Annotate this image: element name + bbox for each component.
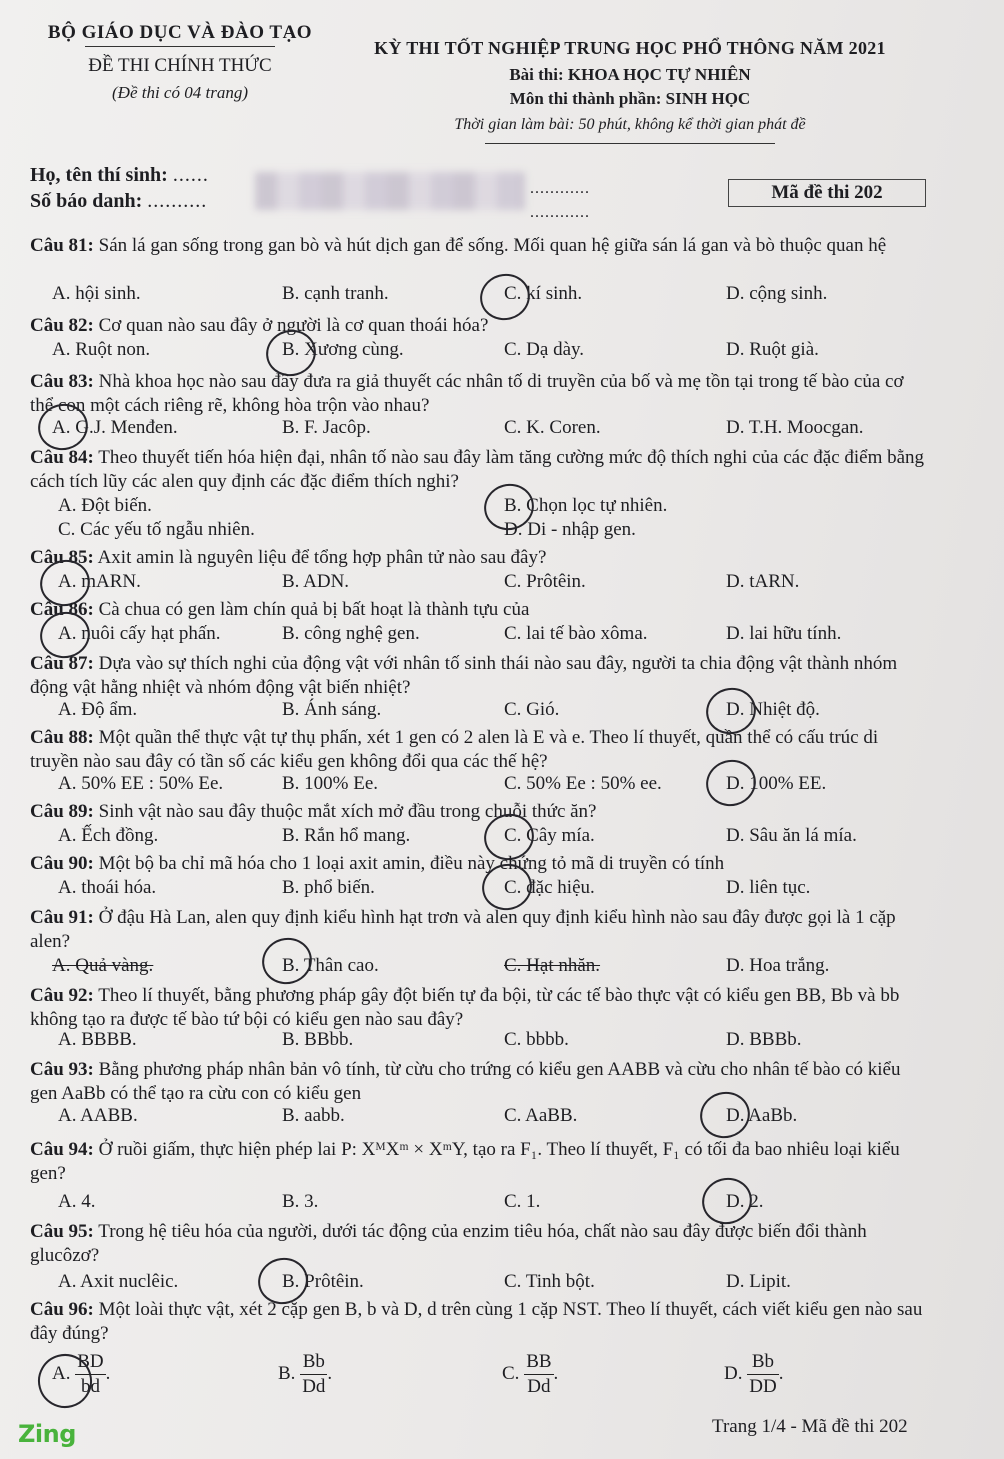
question-number: Câu 92:	[30, 985, 94, 1006]
question-number: Câu 83:	[30, 371, 94, 392]
official-label: ĐỀ THI CHÍNH THỨC	[88, 55, 272, 76]
option-c[interactable]: C. K. Coren.	[504, 417, 601, 438]
option-a[interactable]: A. AABB.	[58, 1105, 138, 1126]
option-a[interactable]: A. Đột biến.	[58, 495, 152, 516]
question-86	[30, 598, 930, 644]
question-text: Sán lá gan sống trong gan bò và hút dịch gan để sống. Mối quan hệ giữa sán lá gan và bò thuộc quan hệ	[98, 235, 887, 256]
candidate-id-row	[30, 190, 207, 213]
genotype-fraction	[524, 1350, 553, 1399]
option-b[interactable]: B. Xương cùng.	[282, 339, 404, 360]
question-number: Câu 91:	[30, 907, 94, 928]
option-d[interactable]: D. Di - nhập gen.	[504, 519, 636, 540]
time-limit: Thời gian làm bài: 50 phút, không kể thời gian phát đề	[454, 116, 806, 133]
option-c[interactable]: C. kí sinh.	[504, 283, 583, 304]
option-a[interactable]: A. thoái hóa.	[58, 877, 157, 898]
fraction-denominator: DD	[749, 1376, 777, 1397]
option-a[interactable]: A. Ếch đồng.	[58, 825, 159, 846]
option-a[interactable]: A. Ruột non.	[52, 339, 151, 360]
fraction-denominator: Dd	[302, 1376, 326, 1397]
candidate-name-row	[30, 164, 209, 187]
option-d[interactable]: D. liên tục.	[726, 877, 811, 898]
exam-header	[0, 0, 1004, 160]
option-c[interactable]: C. Prôtêin.	[504, 571, 586, 592]
question-number: Câu 93:	[30, 1059, 94, 1080]
option-b[interactable]: B. BBbb.	[282, 1029, 354, 1050]
question-95	[30, 1220, 930, 1292]
question-number: Câu 90:	[30, 853, 94, 874]
name-dots-right: ............	[530, 180, 590, 197]
option-c[interactable]: C. Dạ dày.	[504, 339, 585, 360]
divider	[485, 143, 775, 144]
option-d[interactable]: D. T.H. Moocgan.	[726, 417, 864, 438]
ministry-name: BỘ GIÁO DỤC VÀ ĐÀO TẠO	[47, 22, 313, 43]
question-number: Câu 85:	[30, 547, 94, 568]
option-d[interactable]: D. Lipit.	[726, 1271, 791, 1292]
option-c[interactable]: C. 1.	[504, 1191, 541, 1212]
question-text: Sinh vật nào sau đây thuộc mắt xích mở đầu trong chuỗi thức ăn?	[98, 801, 597, 822]
subject-name: Môn thi thành phần: SINH HỌC	[509, 89, 751, 108]
fraction-numerator: Bb	[300, 1350, 327, 1375]
option-d[interactable]: D. AaBb.	[726, 1105, 798, 1126]
option-a[interactable]: A. Độ ẩm.	[58, 699, 138, 720]
option-c[interactable]: C. Gió.	[504, 699, 560, 720]
page-count-note: (Đề thi có 04 trang)	[112, 83, 248, 102]
option-d[interactable]: D. Ruột già.	[726, 339, 819, 360]
option-c[interactable]: C. Hạt nhăn.	[504, 955, 601, 976]
option-d[interactable]: D. cộng sinh.	[726, 283, 828, 304]
question-text: Một loài thực vật, xét 2 cặp gen B, b và D, d trên cùng 1 cặp NST. Theo lí thuyết, cách viết kiểu gen nào sau đây đúng?	[30, 1299, 923, 1344]
question-text: Nhà khoa học nào sau đây đưa ra giả thuyết các nhân tố di truyền của bố và mẹ tồn tại trong tế bào của cơ thể con một cách riêng rẽ, không hòa trộn vào nhau?	[30, 371, 904, 416]
question-94	[30, 1138, 930, 1212]
option-b[interactable]: B. phổ biến.	[282, 877, 375, 898]
page-footer: Trang 1/4 - Mã đề thi 202	[712, 1416, 908, 1437]
header-right	[360, 38, 900, 144]
fraction-numerator: BB	[524, 1350, 553, 1375]
option-d[interactable]: D. 2.	[726, 1191, 764, 1212]
option-b[interactable]: B. công nghệ gen.	[282, 623, 420, 644]
option-b[interactable]: B. 100% Ee.	[282, 773, 379, 794]
option-d[interactable]: D. lai hữu tính.	[726, 623, 842, 644]
name-dots: ......	[172, 164, 209, 186]
option-b[interactable]: B. ADN.	[282, 571, 350, 592]
option-b[interactable]: B. aabb.	[282, 1105, 345, 1126]
fraction-denominator: Dd	[527, 1376, 551, 1397]
option-a[interactable]: A. mARN.	[58, 571, 141, 592]
option-a[interactable]: A. Quả vàng.	[52, 955, 154, 976]
option-c[interactable]: C. $\frac{BB}{Dd}$ .	[502, 1351, 559, 1397]
option-b[interactable]: B. $\frac{Bb}{Dd}$ .	[278, 1351, 333, 1397]
question-84	[30, 446, 930, 540]
question-number: Câu 82:	[30, 315, 94, 336]
option-d[interactable]: D. Hoa trắng.	[726, 955, 830, 976]
question-number: Câu 88:	[30, 727, 94, 748]
question-text: Ở ruồi giấm, thực hiện phép lai P: XᴹXᵐ × XᵐY, tạo ra F₁. Theo lí thuyết, F₁ có tối đa bao nhiêu loại kiểu gen?	[30, 1139, 900, 1184]
question-number: Câu 95:	[30, 1221, 94, 1242]
zing-logo: Zing	[18, 1420, 76, 1448]
option-a[interactable]: A. $\frac{BD}{bd}$ .	[52, 1351, 111, 1397]
question-93	[30, 1058, 930, 1126]
question-89	[30, 800, 930, 846]
question-92	[30, 984, 930, 1050]
option-a[interactable]: A. BBBB.	[58, 1029, 137, 1050]
option-c[interactable]: C. Cây mía.	[504, 825, 595, 846]
question-85	[30, 546, 930, 592]
option-d[interactable]: D. tARN.	[726, 571, 800, 592]
option-letter: A.	[52, 1362, 71, 1384]
question-text: Bằng phương pháp nhân bản vô tính, từ cừu cho trứng có kiểu gen AABB và cừu cho nhân tế bào có kiểu gen AaBb có thể tạo ra cừu con có kiểu gen	[30, 1059, 901, 1104]
candidate-name-label: Họ, tên thí sinh:	[30, 164, 168, 186]
question-87	[30, 652, 930, 720]
question-82	[30, 314, 930, 360]
header-left	[40, 22, 320, 103]
option-a[interactable]: A. G.J. Menđen.	[52, 417, 178, 438]
genotype-fraction	[300, 1350, 327, 1399]
question-number: Câu 87:	[30, 653, 94, 674]
question-96	[30, 1298, 930, 1397]
option-a[interactable]: A. 50% EE : 50% Ee.	[58, 773, 224, 794]
option-a[interactable]: A. Axit nuclêic.	[58, 1271, 179, 1292]
exam-title: KỲ THI TỐT NGHIỆP TRUNG HỌC PHỔ THÔNG NĂM 2021	[374, 38, 886, 58]
option-d[interactable]: D. BBBb.	[726, 1029, 802, 1050]
option-b[interactable]: B. F. Jacôp.	[282, 417, 371, 438]
option-d[interactable]: D. 100% EE.	[726, 773, 827, 794]
id-dots-right: ............	[530, 204, 590, 221]
candidate-info	[30, 164, 970, 224]
exam-code-box: Mã đề thi 202	[728, 179, 926, 207]
subject-group: Bài thi: KHOA HỌC TỰ NHIÊN	[509, 65, 751, 84]
option-b[interactable]: B. Thân cao.	[282, 955, 379, 976]
question-text: Cơ quan nào sau đây ở người là cơ quan thoái hóa?	[98, 315, 489, 336]
option-letter: D.	[724, 1362, 743, 1384]
question-88	[30, 726, 930, 794]
question-number: Câu 96:	[30, 1299, 94, 1320]
option-c[interactable]: C. lai tế bào xôma.	[504, 623, 648, 644]
option-b[interactable]: B. cạnh tranh.	[282, 283, 389, 304]
question-text: Dựa vào sự thích nghi của động vật với nhân tố sinh thái nào sau đây, người ta chia động vật thành nhóm động vật hằng nhiệt và nhóm động vật biến nhiệt?	[30, 653, 898, 698]
divider	[85, 46, 275, 47]
question-number: Câu 89:	[30, 801, 94, 822]
question-text: Ở đậu Hà Lan, alen quy định kiểu hình hạt trơn và alen quy định kiểu hình nào sau đây được gọi là 1 cặp alen?	[30, 907, 896, 952]
candidate-id-label: Số báo danh:	[30, 190, 143, 212]
question-text: Một quần thể thực vật tự thụ phấn, xét 1 gen có 2 alen là E và e. Theo lí thuyết, quần thể có cấu trúc di truyền nào sau đây có tần số các kiểu gen không đổi qua các thế hệ?	[30, 727, 879, 772]
question-81	[30, 234, 930, 304]
option-c[interactable]: C. đặc hiệu.	[504, 877, 595, 898]
option-c[interactable]: C. 50% Ee : 50% ee.	[504, 773, 662, 794]
option-d[interactable]: D. $\frac{Bb}{DD}$ .	[724, 1351, 784, 1397]
option-a[interactable]: A. 4.	[58, 1191, 96, 1212]
question-text: Theo lí thuyết, bằng phương pháp gây đột biến tự đa bội, từ các tế bào thực vật có kiểu gen BB, Bb và bb không tạo ra được tế bào tứ bội có kiểu gen nào sau đây?	[30, 985, 900, 1030]
question-number: Câu 84:	[30, 447, 94, 468]
question-text: Axit amin là nguyên liệu để tổng hợp phân tử nào sau đây?	[97, 547, 547, 568]
fraction-numerator: BD	[75, 1350, 105, 1375]
fraction-numerator: Bb	[747, 1350, 778, 1375]
option-letter: B.	[278, 1362, 296, 1384]
question-83	[30, 370, 930, 438]
question-text: Theo thuyết tiến hóa hiện đại, nhân tố nào sau đây làm tăng cường mức độ thích nghi của các đặc điểm bằng cách tích lũy các alen quy định các đặc điểm thích nghi?	[30, 447, 925, 492]
option-b[interactable]: B. Prôtêin.	[282, 1271, 364, 1292]
question-number: Câu 94:	[30, 1139, 94, 1160]
option-b[interactable]: B. 3.	[282, 1191, 319, 1212]
question-text: Một bộ ba chỉ mã hóa cho 1 loại axit amin, điều này chứng tỏ mã di truyền có tính	[98, 853, 725, 874]
option-c[interactable]: C. Các yếu tố ngẫu nhiên.	[58, 519, 255, 540]
question-90	[30, 852, 930, 898]
option-a[interactable]: A. nuôi cấy hạt phấn.	[58, 623, 221, 644]
id-dots: ..........	[147, 190, 208, 212]
option-c[interactable]: C. bbbb.	[504, 1029, 569, 1050]
question-text: Trong hệ tiêu hóa của người, dưới tác động của enzim tiêu hóa, chất nào sau đây được biến đổi thành glucôzơ?	[30, 1221, 867, 1266]
genotype-fraction	[747, 1350, 778, 1399]
option-c[interactable]: C. Tinh bột.	[504, 1271, 595, 1292]
question-number: Câu 86:	[30, 599, 94, 620]
option-b[interactable]: B. Chọn lọc tự nhiên.	[504, 495, 668, 516]
option-letter: C.	[502, 1362, 520, 1384]
option-c[interactable]: C. AaBB.	[504, 1105, 578, 1126]
redacted-name	[255, 172, 525, 210]
option-a[interactable]: A. hội sinh.	[52, 283, 141, 304]
question-number: Câu 81:	[30, 235, 94, 256]
option-b[interactable]: B. Ánh sáng.	[282, 699, 382, 720]
fraction-denominator: bd	[80, 1376, 100, 1397]
option-d[interactable]: D. Nhiệt độ.	[726, 699, 820, 720]
question-91	[30, 906, 930, 976]
question-text: Cà chua có gen làm chín quả bị bất hoạt là thành tựu của	[98, 599, 530, 620]
option-d[interactable]: D. Sâu ăn lá mía.	[726, 825, 857, 846]
option-b[interactable]: B. Rắn hổ mang.	[282, 825, 411, 846]
